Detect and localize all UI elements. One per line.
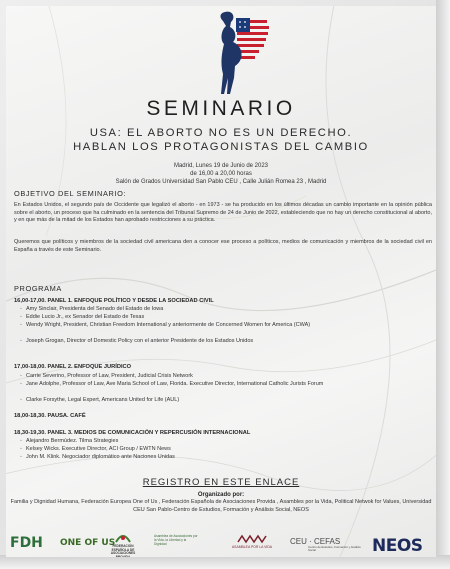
event-time: de 16,00 a 20,00 horas: [190, 171, 252, 177]
frame-bevel-bottom: [0, 555, 450, 569]
organizers-heading: Organizado por:: [197, 492, 245, 498]
seminar-subtitle-line2: HABLAN LOS PROTAGONISTAS DEL CAMBIO: [73, 141, 369, 153]
fef-logo-icon: [114, 532, 132, 543]
bullet-icon: ◦: [20, 381, 22, 387]
sponsor-logos: [6, 532, 436, 557]
organizers-text: Familia y Dignidad Humana, Federación Europea One of Us , Federación Española de Asociaciones Provida , Asambles por la Vida, Political Netwok for Values, Universidad CEU San Pablo-Centro de Estudios, Formación y Análisis Social, NEOS: [10, 499, 432, 513]
bullet-icon: ◦: [20, 306, 22, 312]
program-heading: PROGRAMA: [14, 284, 62, 293]
one-of-us-logo: ONE OF US: [60, 538, 116, 548]
pregnant-silhouette-flag-icon: [203, 8, 279, 100]
panel2-speaker: Clarke Forsythe, Legal Expert, Americans United for Life (AUL): [26, 397, 180, 403]
fef-logo: FEDERACIÓN ESPAÑOLA DE ASOCIACIONES PROVIDA: [110, 544, 136, 557]
register-link[interactable]: REGISTRO EN ESTE ENLACE: [142, 477, 300, 488]
panel3-speaker: John M. Klink. Negociador diplomático ante Naciones Unidas: [26, 454, 175, 460]
objective-heading: OBJETIVO DEL SEMINARIO:: [14, 189, 127, 198]
panel1-speaker: Eddie Lucio Jr., ex Senador del Estado de Texas: [26, 314, 145, 320]
event-date: Madrid, Lunes 19 de Junio de 2023: [173, 163, 269, 169]
ceu-cefas-subtitle: Centro de Estudios, Formación y Análisis Social: [308, 545, 361, 553]
asambleas-logo: Asamblea de Asociaciones por la Vida, la Libertad y la Dignidad: [154, 534, 198, 546]
pause-line: 18,00-18,30. PAUSA. CAFÉ: [14, 413, 86, 419]
panel2-speaker: Jane Adolphe, Professor of Law, Ave Maria School of Law, Florida. Executive Director, International Catholic Jurists Forum: [26, 381, 324, 387]
frame-bevel-right: [436, 0, 450, 569]
fdh-logo: FDH: [10, 535, 43, 551]
panel1-speaker: Amy Sinclair, Presidenta del Senado del Estado de Iowa: [26, 306, 164, 312]
panel1-speaker: Wendy Wright, President, Christian Freedom International y anteriormente de Concerned Women for America (CWA): [26, 322, 311, 328]
event-venue: Salón de Grados Universidad San Pablo CEU , Calle Julián Romea 23 , Madrid: [115, 179, 327, 185]
panel2-speaker: Carrie Severino, Professor of Law, President, Judicial Crisis Network: [26, 373, 193, 379]
bullet-icon: ◦: [20, 397, 22, 403]
bullet-icon: ◦: [20, 446, 22, 452]
neos-logo: NEOS: [372, 536, 423, 556]
panel1-speaker: Joseph Grogan, Director of Domestic Policy con el anterior Presidente de los Estados Unidos: [26, 338, 254, 344]
panel3-speaker: Kelsey Wicks. Executive Director, ACI Group / EWTN News: [26, 446, 171, 452]
ceu-cefas-logo: CEU · CEFAS: [290, 537, 341, 546]
seminar-title: SEMINARIO: [146, 97, 296, 120]
panel3-speaker: Alejandro Bermúdez. Tilma Strategies: [26, 438, 119, 444]
bullet-icon: ◦: [20, 322, 22, 328]
asamblea-vida-logo: ASAMBLEA POR LA VIDA: [231, 545, 273, 549]
panel3-title: 18,30-19,30. PANEL 3. MEDIOS DE COMUNICACIÓN Y REPERCUSIÓN INTERNACIONAL: [14, 430, 251, 436]
bullet-icon: ◦: [20, 438, 22, 444]
panel1-title: 16,00-17,00. PANEL 1. ENFOQUE POLÍTICO Y DESDE LA SOCIEDAD CIVIL: [14, 298, 214, 304]
objective-paragraph-1: En Estados Unidos, el segundo país de Occidente que legalizó el aborto - en 1973 - se ha producido en los últimos décadas un cambio importante en la opinión pública sobre el aborto, un proceso que ha culminado en la sentencia del Tribunal Supremo de 24 de Junio de 2022, estableciendo que no hay un derecho constitucional al aborto, y en que más de la mitad de los Estados han aprobado restricciones a su práctica.: [14, 202, 432, 224]
objective-paragraph-2: Queremos que políticos y miembros de la sociedad civil americana den a conocer ese proceso a políticos, medios de comunicación y miembros de la sociedad civil en España a través de este Seminario.: [14, 239, 432, 253]
bullet-icon: ◦: [20, 338, 22, 344]
bullet-icon: ◦: [20, 373, 22, 379]
bullet-icon: ◦: [20, 314, 22, 320]
flyer-page: [6, 6, 436, 557]
panel2-title: 17,00-18,00. PANEL 2. ENFOQUE JURÍDICO: [14, 364, 132, 370]
asamblea-vida-logo-icon: [234, 534, 270, 544]
seminar-subtitle-line1: USA: EL ABORTO NO ES UN DERECHO.: [89, 127, 353, 139]
bullet-icon: ◦: [20, 454, 22, 460]
